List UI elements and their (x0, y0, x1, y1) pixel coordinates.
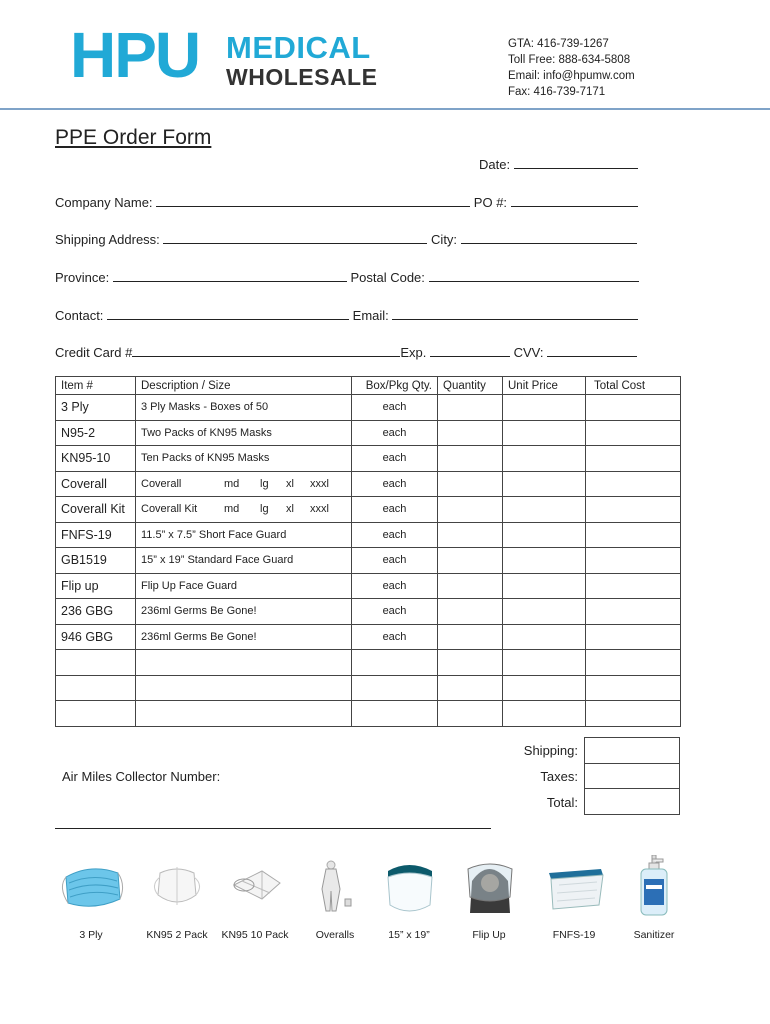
unit-price-cell (503, 395, 586, 421)
product-label-face-shield: 15” x 19” (388, 929, 430, 941)
box-qty-cell: each (352, 497, 438, 523)
po-label: PO #: (473, 195, 508, 210)
city-blank[interactable] (461, 231, 637, 244)
unit-price-cell (503, 420, 586, 446)
province-field-row (55, 269, 639, 285)
province-blank[interactable] (113, 269, 347, 282)
size-option[interactable]: md (224, 477, 240, 490)
order-table (55, 376, 681, 727)
table-row (56, 548, 681, 574)
contact-email: Email: info@hpumw.com (508, 70, 635, 82)
total-cost-cell (586, 471, 681, 497)
description-cell (136, 497, 352, 523)
cvv-blank[interactable] (547, 344, 637, 357)
exp-label: Exp. (400, 345, 427, 360)
box-qty-cell: each (352, 548, 438, 574)
size-option[interactable]: xl (286, 477, 294, 490)
total-cost-cell (586, 395, 681, 421)
quantity-input-cell[interactable] (438, 624, 503, 650)
quantity-input-cell[interactable] (438, 420, 503, 446)
quantity-input-cell[interactable] (438, 497, 503, 523)
product-label-flip-up: Flip Up (472, 929, 506, 941)
quantity-input-cell[interactable] (438, 395, 503, 421)
description-cell (136, 701, 352, 727)
product-label-kn95-2-pack: KN95 2 Pack (146, 929, 208, 941)
header-quantity: Quantity (438, 377, 503, 395)
description-text: 11.5” x 7.5” Short Face Guard (141, 528, 287, 541)
quantity-input-cell[interactable] (438, 599, 503, 625)
box-qty-cell (352, 701, 438, 727)
box-qty-cell: each (352, 624, 438, 650)
item-code-cell: N95-2 (56, 420, 136, 446)
email-blank[interactable] (392, 307, 638, 320)
quantity-input-cell[interactable] (438, 573, 503, 599)
description-text: 236ml Germs Be Gone! (141, 605, 257, 618)
item-code-cell: GB1519 (56, 548, 136, 574)
description-text: Coverall Kit (141, 503, 198, 516)
short-face-guard-icon (539, 855, 609, 917)
product-flip-up (449, 855, 529, 917)
table-row (56, 624, 681, 650)
logo-hpu-text: HPU (70, 19, 200, 91)
box-qty-cell: each (352, 522, 438, 548)
unit-price-cell (503, 446, 586, 472)
description-cell (136, 420, 352, 446)
unit-price-cell (503, 701, 586, 727)
size-option[interactable]: xl (286, 503, 294, 515)
size-option[interactable]: md (224, 503, 240, 515)
item-code-cell: 236 GBG (56, 599, 136, 625)
description-text: 15” x 19” Standard Face Guard (141, 554, 294, 567)
unit-price-cell (503, 624, 586, 650)
quantity-input-cell[interactable] (438, 471, 503, 497)
quantity-input-cell[interactable] (438, 522, 503, 548)
description-text: 236ml Germs Be Gone! (141, 630, 257, 643)
shipping-amount-cell[interactable] (585, 738, 680, 764)
shipping-address-label: Shipping Address: (55, 232, 160, 247)
total-cost-cell (586, 522, 681, 548)
product-label-fnfs-19: FNFS-19 (552, 929, 596, 941)
total-amount-cell[interactable] (585, 789, 680, 815)
company-field-row (55, 194, 638, 210)
total-cost-cell (586, 675, 681, 701)
product-label-kn95-10-pack: KN95 10 Pack (221, 929, 289, 941)
product-sanitizer (614, 855, 694, 917)
company-name-blank[interactable] (156, 194, 470, 207)
email-label: Email: (352, 308, 389, 323)
size-option[interactable]: xxxl (310, 503, 329, 515)
box-qty-cell (352, 650, 438, 676)
city-label: City: (431, 232, 458, 247)
total-cost-cell (586, 650, 681, 676)
date-label: Date: (479, 157, 511, 172)
item-code-cell (56, 650, 136, 676)
cvv-label: CVV: (513, 345, 544, 360)
box-qty-cell: each (352, 446, 438, 472)
table-row (56, 395, 681, 421)
item-code-cell: Coverall Kit (56, 497, 136, 523)
contact-toll-free: Toll Free: 888-634-5808 (508, 54, 631, 66)
total-cost-cell (586, 573, 681, 599)
credit-card-field-row (55, 344, 637, 360)
description-text: Two Packs of KN95 Masks (141, 426, 272, 439)
total-cost-cell (586, 624, 681, 650)
shipping-total-label: Shipping: (523, 743, 578, 758)
header-box-qty: Box/Pkg Qty. (352, 377, 438, 395)
product-face-shield (369, 855, 449, 917)
box-qty-cell: each (352, 395, 438, 421)
table-header-row (56, 377, 681, 395)
size-option[interactable]: lg (260, 503, 269, 515)
postal-code-label: Postal Code: (350, 270, 425, 285)
table-row (56, 420, 681, 446)
total-cost-cell (586, 701, 681, 727)
table-row (56, 650, 681, 676)
total-cost-cell (586, 420, 681, 446)
box-qty-cell: each (352, 471, 438, 497)
item-code-cell: Flip up (56, 573, 136, 599)
unit-price-cell (503, 650, 586, 676)
taxes-total-label: Taxes: (540, 769, 578, 784)
quantity-input-cell[interactable] (438, 446, 503, 472)
unit-price-cell (503, 471, 586, 497)
box-qty-cell: each (352, 573, 438, 599)
shipping-address-blank[interactable] (163, 231, 427, 244)
size-option[interactable]: xxxl (310, 477, 329, 490)
description-cell (136, 548, 352, 574)
product-label-overalls: Overalls (315, 929, 355, 941)
table-row (56, 522, 681, 548)
product-label-sanitizer: Sanitizer (633, 929, 675, 941)
item-code-cell: FNFS-19 (56, 522, 136, 548)
quantity-input-cell[interactable] (438, 650, 503, 676)
total-cost-cell (586, 548, 681, 574)
credit-card-label: Credit Card # (55, 345, 133, 360)
date-blank[interactable] (514, 156, 638, 169)
grand-total-label: Total: (546, 795, 578, 810)
description-text: Coverall (141, 477, 182, 490)
item-code-cell (56, 675, 136, 701)
description-cell (136, 675, 352, 701)
company-name-label: Company Name: (55, 195, 153, 210)
contact-gta: GTA: 416-739-1267 (508, 38, 609, 50)
table-row (56, 573, 681, 599)
unit-price-cell (503, 497, 586, 523)
description-cell (136, 471, 352, 497)
contact-field-row (55, 307, 638, 323)
description-text: Ten Packs of KN95 Masks (141, 452, 270, 465)
item-code-cell (56, 701, 136, 727)
header-unit-price: Unit Price (503, 377, 586, 395)
item-code-cell: KN95-10 (56, 446, 136, 472)
description-cell (136, 446, 352, 472)
totals-table (584, 737, 680, 815)
contact-blank[interactable] (107, 307, 349, 320)
air-miles-label: Air Miles Collector Number: (62, 769, 221, 784)
description-cell (136, 650, 352, 676)
product-overalls (295, 855, 375, 917)
unit-price-cell (503, 675, 586, 701)
coverall-icon (300, 855, 370, 917)
size-option[interactable]: lg (260, 477, 269, 490)
quantity-input-cell[interactable] (438, 548, 503, 574)
unit-price-cell (503, 573, 586, 599)
logo-medical-text: MEDICAL (226, 30, 371, 65)
item-code-cell: Coverall (56, 471, 136, 497)
form-title: PPE Order Form (55, 126, 212, 149)
table-row (56, 701, 681, 727)
po-blank[interactable] (511, 194, 638, 207)
postal-code-blank[interactable] (429, 269, 639, 282)
company-logo (70, 18, 378, 92)
product-kn95-10-pack (217, 855, 297, 917)
kn95-mask-icon (142, 855, 212, 917)
header-total-cost: Total Cost (586, 377, 681, 395)
table-row (56, 599, 681, 625)
unit-price-cell (503, 522, 586, 548)
header-description: Description / Size (136, 377, 352, 395)
flip-up-shield-icon (454, 855, 524, 917)
description-cell (136, 395, 352, 421)
total-cost-cell (586, 497, 681, 523)
description-text: 3 Ply Masks - Boxes of 50 (141, 401, 269, 414)
credit-card-blank[interactable] (132, 344, 400, 357)
description-cell (136, 599, 352, 625)
description-cell (136, 522, 352, 548)
table-row (56, 446, 681, 472)
exp-blank[interactable] (430, 344, 510, 357)
sanitizer-bottle-icon (619, 855, 689, 917)
province-label: Province: (55, 270, 110, 285)
table-row (56, 497, 681, 523)
unit-price-cell (503, 548, 586, 574)
kn95-folded-mask-icon (222, 855, 292, 917)
total-cost-cell (586, 446, 681, 472)
product-fnfs-19 (534, 855, 614, 917)
face-shield-icon (374, 855, 444, 917)
product-label-3-ply: 3 Ply (79, 929, 103, 941)
table-row (56, 471, 681, 497)
box-qty-cell: each (352, 599, 438, 625)
item-code-cell: 946 GBG (56, 624, 136, 650)
item-code-cell: 3 Ply (56, 395, 136, 421)
date-field-row (479, 156, 638, 172)
header-item: Item # (56, 377, 136, 395)
description-cell (136, 573, 352, 599)
product-3-ply (51, 855, 131, 917)
quantity-input-cell[interactable] (438, 701, 503, 727)
box-qty-cell (352, 675, 438, 701)
quantity-input-cell[interactable] (438, 675, 503, 701)
product-kn95-2-pack (137, 855, 217, 917)
surgical-mask-icon (56, 855, 126, 917)
contact-info (508, 36, 635, 100)
box-qty-cell: each (352, 420, 438, 446)
table-row (56, 675, 681, 701)
logo-wholesale-text: WHOLESALE (226, 64, 378, 90)
total-cost-cell (586, 599, 681, 625)
description-text: Flip Up Face Guard (141, 579, 237, 592)
unit-price-cell (503, 599, 586, 625)
taxes-amount-cell[interactable] (585, 763, 680, 789)
contact-label: Contact: (55, 308, 104, 323)
header-divider (0, 108, 770, 110)
shipping-field-row (55, 231, 637, 247)
description-cell (136, 624, 352, 650)
air-miles-number-line[interactable] (55, 828, 491, 829)
contact-fax: Fax: 416-739-7171 (508, 86, 606, 98)
